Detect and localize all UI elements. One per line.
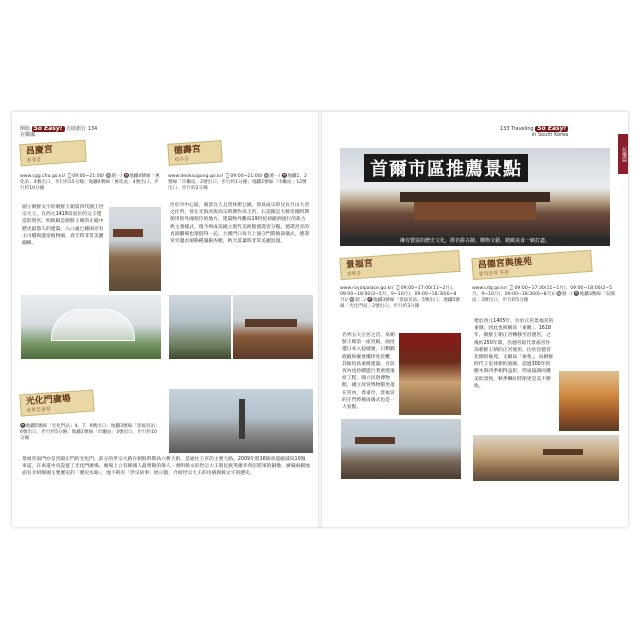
header-prefix: 開始 — [20, 126, 31, 132]
pavilion-roof-shape — [355, 437, 395, 444]
deoksu-palace-photo — [232, 294, 314, 360]
changdeok-title-tag — [471, 250, 592, 280]
book-spread — [12, 112, 628, 527]
deoksu-stone-hall-photo — [168, 294, 232, 360]
greenhouse-shape — [51, 309, 135, 341]
gyeongbok-hall-photo — [340, 418, 462, 480]
changgyeong-title-tag — [19, 140, 86, 167]
guard-ceremony-photo — [398, 332, 462, 416]
gyeongbok-info: www.royalpalace.go.kr/ ⌚09:00~17:00(11~2月)、09:00~18:00(3~5月、9~10月)、09:00~18:30(6~8月)/ 🔘週二/ 🚇地鐵3號線「景福宮站」5號出口；地鐵5號線「光化門站」2號出口，步行約3分鐘 — [340, 286, 460, 309]
section-title: 光化門廣場 — [25, 394, 72, 408]
deoksu-title-tag — [167, 140, 222, 166]
right-page — [320, 112, 628, 527]
hall-roof-shape — [400, 192, 550, 202]
section-subtitle: 창덕궁과 후원 — [478, 269, 510, 278]
section-title: 德壽宮 — [173, 144, 202, 157]
section-subtitle: 덕수궁 — [174, 156, 190, 164]
gyeongbok-banner-photo — [340, 148, 610, 236]
header-badge: So Easy! — [33, 125, 63, 132]
section-title: 昌慶宮 — [25, 145, 54, 157]
palace-roof-shape — [245, 319, 297, 327]
header-sub: 在韓國 — [20, 132, 36, 138]
pavilion-roof-shape — [113, 229, 143, 237]
section-title: 景福宮 — [345, 258, 374, 271]
left-page — [12, 112, 320, 527]
section-title: 昌德宮與後苑 — [477, 257, 533, 271]
changgyeong-info: www.cgg.cha.go.kr/ ⌚09:00~21:00/ 🔘週一/ 🚇地鐵4號線「惠化站」4號出口，步行約15分鐘；地鐵4號線「惠化站」4號出口，步行約10分鐘 — [20, 174, 160, 191]
gwanghwamun-info: 🚇地鐵5號線「光化門站」4、7、9號出口；地鐵3號線「景福宮站」6號出口，步行約5分鐘；地鐵1號線「市廳站」3號出口，步行約10分鐘 — [20, 424, 160, 441]
right-page-header — [500, 126, 568, 138]
gyeongbok-title-tag — [339, 250, 460, 280]
left-page-header — [20, 126, 97, 138]
header-number: 133 — [500, 126, 510, 132]
gwanghwamun-square-photo — [168, 388, 314, 454]
gwanghwamun-body: 景福宮南門亦是宮殿正門的光化門，前方的世宗大路在朝鮮時期爲六曹大街，是通往王宮的主要大路。2009年將16個車道縮減爲10個車道，在車道中央設置了光化門廣場，廣場上立有韓國人最尊敬的偉人－發明韓文的世宗大王與民族英雄李舜臣將軍的銅像。廣場兩側地面有介紹韓國主要歷史的「歷史水路」，地下則有「世宗故事」展示館，介紹世宗大王的功績與韓文字的歷史。 — [22, 457, 310, 477]
changdeok-body: 建於西元1405年，位於正宮景福宮的東側，因此也被稱爲「東闕」。1618年，朝鮮王朝正宮轉移至昌德宮，之後約250年間，昌德宮取代景福宮作爲朝鮮王朝的正宮使用。位於昌德宮北側的後苑，又稱爲「祕苑」，爲朝鮮時代王室休憩的庭園，超過300年的樹木與四季相得益彰，形成協調而優美的景致，秋季楓紅時節更是美不勝收。 — [474, 319, 554, 389]
gyeongbok-body: 名列五大古宮之首，爲朝鮮王朝第一座宮殿，兩度遭日本入侵破壞，只剩勤政殿和慶會樓倖免於難，其餘均爲重修建築，目前宮內也持續進行著重建復原工程，國立民俗博物館、國立故宮博物館坐落在宮內，香遠亭，景福宮的守門將換崗儀式也是一大看點。 — [342, 333, 395, 411]
section-side-tab: 玩樂篇 — [618, 134, 628, 174]
changgyeong-body: 創立朝鮮文字的朝鮮王朝第四代國王世宗大王，在西元1418爲退位的父王建造的別宮，明政殿是朝鮮王朝的正殿中歷史最悠久的建築，入口處已種兩旁有玉川橋與溫室植物園，春天時非常美麗細緻。 — [22, 205, 104, 247]
header-sub: in South Korea — [531, 132, 569, 138]
deoksu-info: www.deoksugung.go.kr/ ⌚09:00~21:00/ 🔘週一/ 🚇地鐵1、2號線「市廳站」2號出口，步行約1分鐘；地鐵2號線「市廳站」12號出口，步行約2分鐘 — [168, 174, 307, 191]
header-title: Traveling — [511, 126, 534, 132]
banner-title: 首爾市區推薦景點 — [364, 154, 528, 182]
deoksu-body: 位於市中心區，風景宜人且常休憩公園，原爲成宗的兄長月山大君之住所，曾在光海君與高宗時期作爲王宮，石造殿是大韓帝國時期使用的外國使臣的地方，建築物外觀爲19世紀初歐洲流行的新古典主義樣式，現今則成爲國立現代美術館德壽宮分館。德壽宮旁的貞洞劇場也很值得一訪，大漢門口每天上演守門將換崗儀式，德壽宮旁邊貞洞路種滿銀杏樹，秋天落葉時非常美麗浪漫。 — [170, 203, 310, 245]
statue-shape — [239, 399, 245, 439]
hall-body-shape — [414, 202, 536, 220]
changgyeong-garden-photo — [108, 206, 162, 292]
section-subtitle: 창경궁 — [26, 156, 42, 164]
section-subtitle: 광화문광장 — [26, 406, 51, 415]
banner-caption: 擁有豐富的歷史文化，將名勝古蹟、購物文藝、精緻美食一網打盡。 — [340, 236, 610, 246]
changdeok-info: www.cdg.go.kr/ ⌚09:00~17:30(11~1月)、09:00~18:00(2~5月、9~10月)、09:00~18:30(6~8月)/ 🔘週一/ 🚇地鐵3號線「安國站」3號出口，步行約5分鐘 — [472, 286, 615, 303]
greenhouse-photo — [20, 294, 162, 360]
header-suffix: 自助旅行 134 — [66, 126, 98, 132]
secret-garden-photo — [472, 434, 620, 482]
gwanghwamun-title-tag — [19, 389, 94, 416]
header-badge: So Easy! — [537, 125, 567, 132]
pavilion-roof-shape — [543, 449, 583, 455]
section-subtitle: 경복궁 — [346, 270, 362, 278]
autumn-garden-photo — [558, 370, 620, 432]
